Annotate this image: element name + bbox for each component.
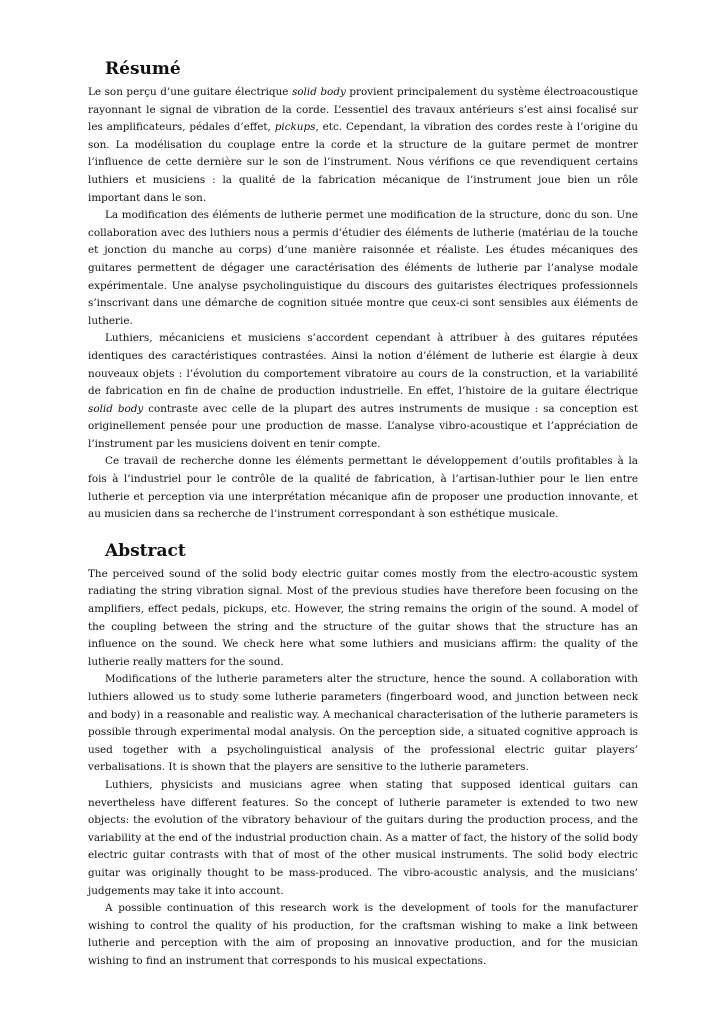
abstract-section — [88, 540, 638, 971]
resume-paragraph-2 — [88, 207, 638, 330]
abstract-paragraph-4 — [88, 900, 638, 970]
text-run: , etc. Cependant, la vibration des cordes reste à l’origine du son. La modélisation du couplage entre la corde et la structure de la guitare permet de montrer l’influence de cette dernière sur le son de l’instrument. Nous vérifions ce que revendiquent certains luthiers et musiciens : la qualité de la fabrication mécanique de l’instrument joue bien un rôle important dans le son. — [88, 121, 639, 204]
abstract-paragraph-1 — [88, 566, 638, 672]
resume-title: Résumé — [105, 59, 181, 79]
italic-term: solid body — [291, 86, 346, 98]
page — [88, 58, 638, 971]
text-run: Modifications of the lutherie parameters alter the structure, hence the sound. A collaboration with luthiers allowed us to study some lutherie parameters (fingerboard wood, and junction between neck and body) in a reasonable and realistic way. A mechanical characterisation of the lutherie parameters is possible through experimental modal analysis. On the perception side, a situated cognitive approach is used together with a psycholinguistical analysis of the professional electric guitar players’ verbalisations. It is shown that the players are sensitive to the lutherie parameters. — [88, 673, 638, 774]
abstract-paragraph-2 — [88, 671, 638, 777]
italic-term: pickups — [274, 121, 316, 134]
resume-section — [88, 58, 638, 524]
abstract-paragraph-3 — [88, 777, 638, 900]
resume-paragraph-4 — [88, 453, 638, 523]
text-run: Ce travail de recherche donne les éléments permettant le développement d’outils profitables à la fois à l’industriel pour le contrôle de la qualité de fabrication, à l’artisan-luthier pour le lien entre lutherie et perception via une interprétation mécanique afin de proposer une production innovante, et au musicien dans sa recherche de l’instrument correspondant à son esthétique musicale. — [88, 455, 638, 521]
text-run: provient principalement du système électroacoustique rayonnant le signal de vibration de la corde. L’essentiel des travaux antérieurs s’est ainsi focalisé sur les amplificateurs, pédales d’effet, — [88, 86, 638, 134]
text-run: Luthiers, mécaniciens et musiciens s’accordent cependant à attribuer à des guitares réputées identiques des caractéristiques contrastées. Ainsi la notion d’élément de lutherie est élargie à deux nouveaux objets : l’évolution du comportement vibratoire au cours de la construction, et la variabilité de fabrication en fin de chaîne de production industrielle. En effet, l’histoire de la guitare électrique — [88, 332, 638, 398]
abstract-title: Abstract — [105, 540, 186, 561]
resume-body — [88, 84, 638, 524]
abstract-body — [88, 566, 638, 971]
text-run: A possible continuation of this research work is the development of tools for the manufacturer wishing to control the quality of his production, for the craftsman wishing to make a link between lutherie and perception with the aim of proposing an innovative production, and for the musician wishing to find an instrument that corresponds to his musical expectations. — [88, 902, 638, 967]
text-run: Le son perçu d’une guitare électrique — [88, 86, 292, 98]
italic-term: solid body — [88, 402, 144, 415]
resume-paragraph-1 — [88, 84, 638, 207]
resume-paragraph-3 — [88, 330, 638, 453]
text-run: Luthiers, physicists and musicians agree when stating that supposed identical guitars can nevertheless have different features. So the concept of lutherie parameter is extended to two new objects: the evolution of the vibratory behaviour of the guitars during the production process, and the variability at the end of the industrial production chain. As a matter of fact, the history of the solid body electric guitar contrasts with that of most of the other musical instruments. The solid body electric guitar was originally thought to be mass-produced. The vibro-acoustic analysis, and the musicians’ judgements may take it into account. — [88, 778, 638, 897]
text-run: La modification des éléments de lutherie permet une modification de la structure, donc du son. Une collaboration avec des luthiers nous a permis d’étudier des éléments de lutherie (matériau de la touche et jonction du manche au corps) d’une manière raisonnée et réaliste. Les études mécaniques des guitares permettent de dégager une caractérisation des éléments de lutherie par l’analyse modale expérimentale. Une analyse psycholinguistique du discours des guitaristes électriques professionnels s’inscrivant dans une démarche de cognition située montre que ceux-ci sont sensibles aux éléments de lutherie. — [88, 209, 638, 327]
text-run: contraste avec celle de la plupart des autres instruments de musique : sa conception est originellement pensée pour une production de masse. L’analyse vibro-acoustique et l’appréciation de l’instrument par les musiciens doivent en tenir compte. — [88, 402, 638, 450]
text-run: The perceived sound of the solid body electric guitar comes mostly from the electro-acoustic system radiating the string vibration signal. Most of the previous studies have therefore been focusing on the amplifiers, effect pedals, pickups, etc. However, the string remains the origin of the sound. A model of the coupling between the string and the structure of the guitar shows that the structure has an influence on the sound. We check here what some luthiers and musicians affirm: the quality of the lutherie really matters for the sound. — [88, 567, 638, 668]
